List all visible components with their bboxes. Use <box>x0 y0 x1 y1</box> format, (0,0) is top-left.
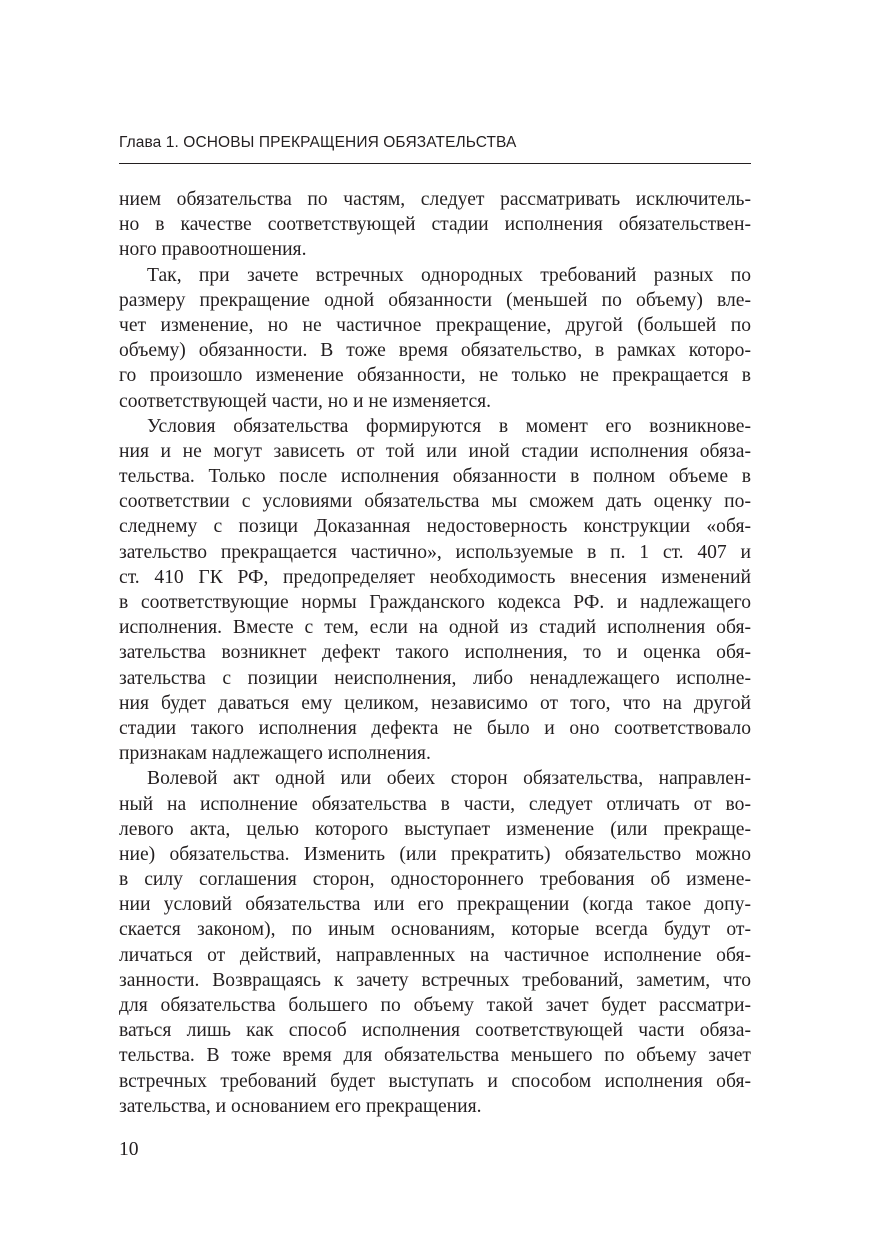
text-line: встречных требований будет выступать и способом исполнения обя- <box>119 1070 751 1092</box>
text-line: ст. 410 ГК РФ, предопределяет необходимость внесения изменений <box>119 566 751 588</box>
text-line: в силу соглашения сторон, одностороннего требования об измене- <box>119 869 751 891</box>
text-line: зательства с позиции неисполнения, либо ненадлежащего исполне- <box>119 667 751 689</box>
text-line: зательства возникнет дефект такого исполнения, то и оценка обя- <box>119 642 751 664</box>
header-rule <box>119 163 751 164</box>
text-line: следнему с позици Доказанная недостоверность конструкции «обя- <box>119 516 751 538</box>
text-line: ние) обязательства. Изменить (или прекратить) обязательство можно <box>119 843 751 865</box>
text-line: нии условий обязательства или его прекращении (когда такое допу- <box>119 894 751 916</box>
text-line: скается законом), по иным основаниям, которые всегда будут от- <box>119 919 751 941</box>
paragraph-1 <box>119 187 751 263</box>
text-line: для обязательства большего по объему такой зачет будет рассматри- <box>119 995 751 1016</box>
text-line: ного правоотношения. <box>119 239 307 261</box>
paragraph-3 <box>119 414 751 767</box>
text-line: Волевой акт одной или обеих сторон обязательства, направлен- <box>147 768 751 790</box>
body-text <box>119 187 751 1119</box>
page-number: 10 <box>119 1139 139 1160</box>
text-line: признакам надлежащего исполнения. <box>119 743 431 765</box>
text-line: левого акта, целью которого выступает изменение (или прекраще- <box>119 818 751 840</box>
text-line: исполнения. Вместе с тем, если на одной из стадий исполнения обя- <box>119 617 751 639</box>
text-line: размеру прекращение одной обязанности (меньшей по объему) вле- <box>119 289 751 311</box>
running-header: Глава 1. ОСНОВЫ ПРЕКРАЩЕНИЯ ОБЯЗАТЕЛЬСТВА <box>119 134 517 151</box>
text-line: но в качестве соответствующей стадии исполнения обязательствен- <box>119 214 751 236</box>
text-line: соответствующей части, но и не изменяется. <box>119 390 492 412</box>
text-line: ваться лишь как способ исполнения соответствующей части обяза- <box>119 1020 751 1042</box>
text-line: зательства, и основанием его прекращения. <box>119 1095 482 1117</box>
text-line: зательство прекращается частично», используемые в п. 1 ст. 407 и <box>119 541 751 563</box>
text-line: объему) обязанности. В тоже время обязательство, в рамках которо- <box>119 340 751 362</box>
text-line: стадии такого исполнения дефекта не было и оно соответствовало <box>119 717 751 739</box>
text-line: нием обязательства по частям, следует рассматривать исключитель- <box>119 189 751 210</box>
text-line: ный на исполнение обязательства в части, следует отличать от во- <box>119 793 751 815</box>
text-line: тельства. В тоже время для обязательства меньшего по объему зачет <box>119 1045 751 1067</box>
text-line: тельства. Только после исполнения обязанности в полном объеме в <box>119 466 751 488</box>
text-line: в соответствующие нормы Гражданского кодекса РФ. и надлежащего <box>119 592 751 613</box>
text-line: Так, при зачете встречных однородных требований разных по <box>147 264 751 286</box>
text-line: соответствии с условиями обязательства мы сможем дать оценку по- <box>119 491 751 513</box>
paragraph-2 <box>119 263 751 414</box>
text-line: ния будет даваться ему целиком, независимо от того, что на другой <box>119 692 751 714</box>
text-line: чет изменение, но не частичное прекращение, другой (большей по <box>119 314 751 336</box>
text-line: занности. Возвращаясь к зачету встречных требований, заметим, что <box>119 969 751 991</box>
text-line: личаться от действий, направленных на частичное исполнение обя- <box>119 944 751 966</box>
text-line: го произошло изменение обязанности, не только не прекращается в <box>119 365 751 387</box>
text-line: Условия обязательства формируются в момент его возникнове- <box>147 415 751 437</box>
paragraph-4 <box>119 766 751 1119</box>
text-line: ния и не могут зависеть от той или иной стадии исполнения обяза- <box>119 440 751 462</box>
